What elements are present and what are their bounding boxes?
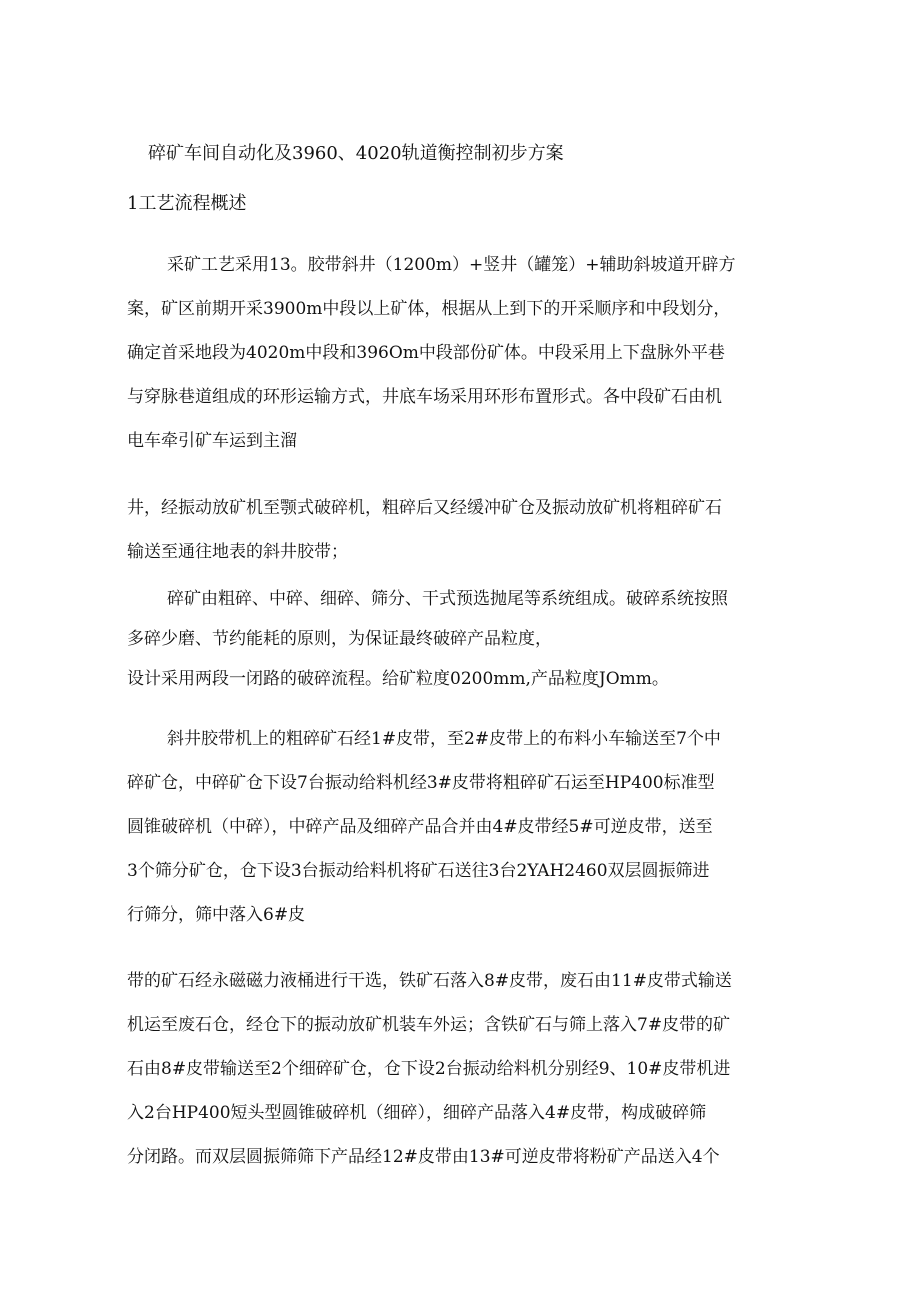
- paragraph-line: 确定首采地段为4020m中段和396Om中段部份矿体。中段采用上下盘脉外平巷: [127, 343, 725, 363]
- paragraph-line: 井，经振动放矿机至颚式破碎机，粗碎后又经缓冲矿仓及振动放矿机将粗碎矿石: [127, 498, 722, 518]
- paragraph-line: 石由8#皮带输送至2个细碎矿仓，仓下设2台振动给料机分别经9、10#皮带机进: [127, 1059, 731, 1079]
- paragraph-crushing-system: [127, 579, 807, 699]
- paragraph-line: 分闭路。而双层圆振筛筛下产品经12#皮带由13#可逆皮带将粉矿产品送入4个: [127, 1147, 720, 1167]
- paragraph-line: 行筛分，筛中落入6#皮: [127, 905, 306, 925]
- paragraph-line: 与穿脉巷道组成的环形运输方式，井底车场采用环形布置形式。各中段矿石由机: [127, 387, 722, 407]
- paragraph-line: 碎矿由粗碎、中碎、细碎、筛分、干式预选抛尾等系统组成。破碎系统按照: [167, 589, 728, 609]
- paragraph-belt-conveyors: [127, 717, 807, 937]
- document-title: 碎矿车间自动化及3960、4020轨道衡控制初步方案: [148, 143, 564, 164]
- paragraph-line: 入2台HP400短头型圆锥破碎机（细碎），细碎产品落入4#皮带，构成破碎筛: [127, 1103, 707, 1123]
- paragraph-line: 碎矿仓，中碎矿仓下设7台振动给料机经3#皮带将粗碎矿石运至HP400标准型: [127, 773, 715, 793]
- paragraph-mining-process: [127, 243, 807, 463]
- paragraph-line: 3个筛分矿仓，仓下设3台振动给料机将矿石送往3台2YAH2460双层圆振筛进: [127, 861, 710, 881]
- paragraph-line: 输送至通往地表的斜井胶带；: [127, 542, 348, 562]
- section-heading: 1工艺流程概述: [127, 193, 247, 214]
- paragraph-line: 带的矿石经永磁磁力液桶进行干选，铁矿石落入8#皮带，废石由11#皮带式输送: [127, 971, 732, 991]
- paragraph-line: 设计采用两段一闭路的破碎流程。给矿粒度0200mm,产品粒度JOmm。: [127, 669, 669, 689]
- paragraph-line: 采矿工艺采用13。胶带斜井（1200m）+竖井（罐笼）+辅助斜坡道开辟方: [167, 255, 736, 275]
- paragraph-magnetic-separation: [127, 959, 807, 1179]
- paragraph-line: 机运至废石仓，经仓下的振动放矿机装车外运；含铁矿石与筛上落入7#皮带的矿: [127, 1015, 731, 1035]
- paragraph-line: 圆锥破碎机（中碎），中碎产品及细碎产品合并由4#皮带经5#可逆皮带，送至: [127, 817, 713, 837]
- paragraph-line: 案，矿区前期开采3900m中段以上矿体，根据从上到下的开采顺序和中段划分，: [127, 299, 731, 319]
- paragraph-line: 电车牵引矿车运到主溜: [127, 431, 297, 451]
- paragraph-line: 斜井胶带机上的粗碎矿石经1#皮带，至2#皮带上的布料小车输送至7个中: [167, 729, 721, 749]
- paragraph-shaft-transport: [127, 486, 807, 574]
- paragraph-line: 多碎少磨、节约能耗的原则，为保证最终破碎产品粒度，: [127, 629, 552, 649]
